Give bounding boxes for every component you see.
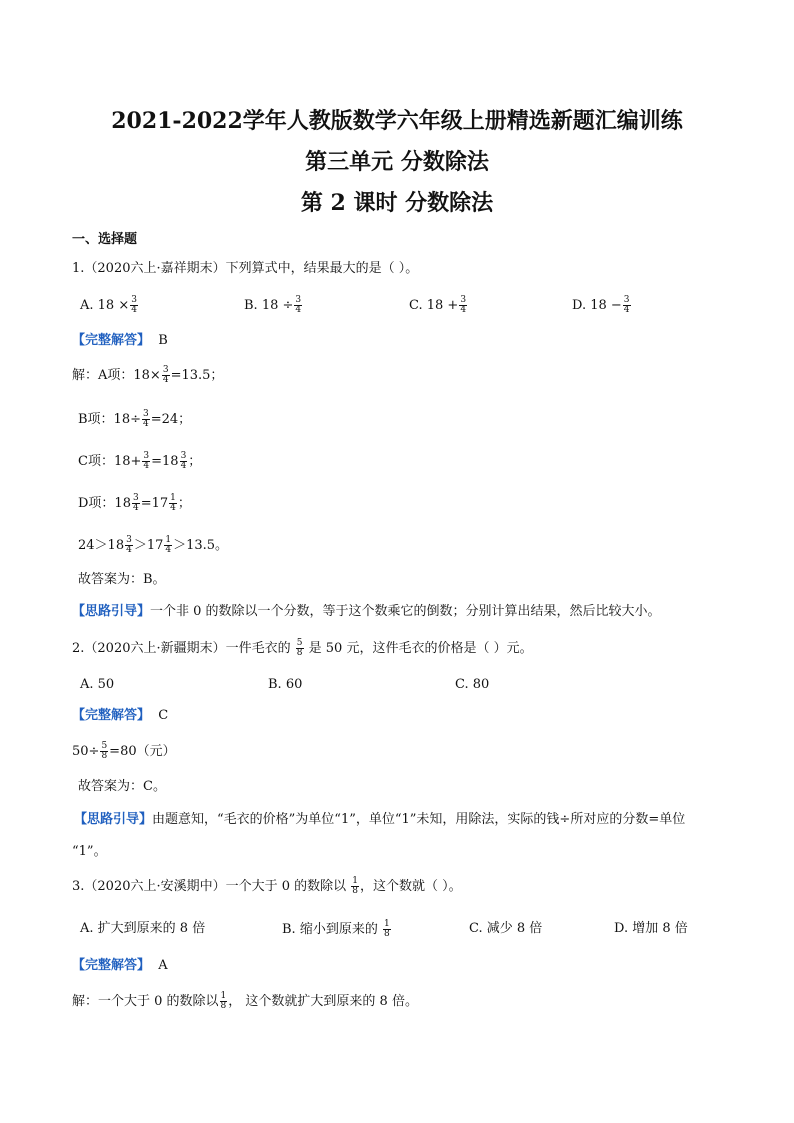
- q1-final: 故答案为：B。: [78, 572, 166, 587]
- q1-solution-a: 解：A项：18× $\frac{3}{4}$ =13.5；: [72, 365, 224, 385]
- unit-title: 第三单元 分数除法: [305, 149, 489, 175]
- q1-option-a: A. 18 × $\frac{3}{4}$: [80, 295, 137, 315]
- q1-solution-d: D项：18 $\frac{3}{4}$ =17 $\frac{1}{4}$ ；: [78, 493, 191, 513]
- q2-hint-cont: “1”。: [72, 844, 107, 859]
- q2-final: 故答案为：C。: [78, 779, 166, 794]
- q1-option-c: C. 18 + $\frac{3}{4}$: [409, 295, 467, 315]
- q2-option-c: C. 80: [455, 677, 490, 692]
- question-2-stem: 2.（2020六上·新疆期末）一件毛衣的 $\frac{5}{8}$ 是 50 元，这件毛衣的价格是（ ）元。: [72, 638, 533, 658]
- q1-option-d: D. 18 − $\frac{3}{4}$: [572, 295, 630, 315]
- q2-option-a: A. 50: [80, 677, 115, 692]
- q3-answer: 【完整解答】 A: [72, 958, 168, 973]
- lesson-title: 第 2 课时 分数除法: [300, 190, 494, 216]
- question-1-stem: 1.（2020六上·嘉祥期末）下列算式中，结果最大的是（ ）。: [72, 261, 419, 276]
- q2-solution: 50÷ $\frac{5}{8}$ =80（元）: [72, 741, 176, 761]
- q2-option-b: B. 60: [268, 677, 303, 692]
- q1-option-b: B. 18 ÷ $\frac{3}{4}$: [244, 295, 302, 315]
- q1-solution-c: C项：18+ $\frac{3}{4}$ =18 $\frac{3}{4}$ ；: [78, 451, 202, 471]
- section-heading: 一、选择题: [72, 232, 138, 247]
- q1-solution-b: B项：18÷ $\frac{3}{4}$ =24；: [78, 409, 192, 429]
- q1-comparison: 24＞18 $\frac{3}{4}$ ＞17 $\frac{1}{4}$ ＞13.5。: [78, 535, 229, 555]
- q2-answer: 【完整解答】 C: [72, 708, 169, 723]
- q3-option-c: C. 减少 8 倍: [469, 921, 543, 936]
- q1-answer: 【完整解答】 B: [72, 333, 168, 348]
- question-3-stem: 3.（2020六上·安溪期中）一个大于 0 的数除以 $\frac{1}{8}$ ，这个数就（ ）。: [72, 876, 462, 896]
- page-title: 2021-2022学年人教版数学六年级上册精选新题汇编训练: [111, 108, 683, 134]
- q3-option-a: A. 扩大到原来的 8 倍: [80, 921, 206, 936]
- q3-option-b: B. 缩小到原来的 $\frac{1}{8}$: [282, 919, 390, 939]
- q1-hint: 【思路引导】一个非 0 的数除以一个分数，等于这个数乘它的倒数；分别计算出结果，然后比较大小。: [72, 604, 661, 619]
- q3-solution: 解：一个大于 0 的数除以 $\frac{1}{8}$ ， 这个数就扩大到原来的 8 倍。: [72, 991, 418, 1011]
- q2-hint: 【思路引导】由题意知，“毛衣的价格”为单位“1”，单位“1”未知，用除法，实际的钱÷所对应的分数=单位: [74, 812, 686, 827]
- q3-option-d: D. 增加 8 倍: [614, 921, 688, 936]
